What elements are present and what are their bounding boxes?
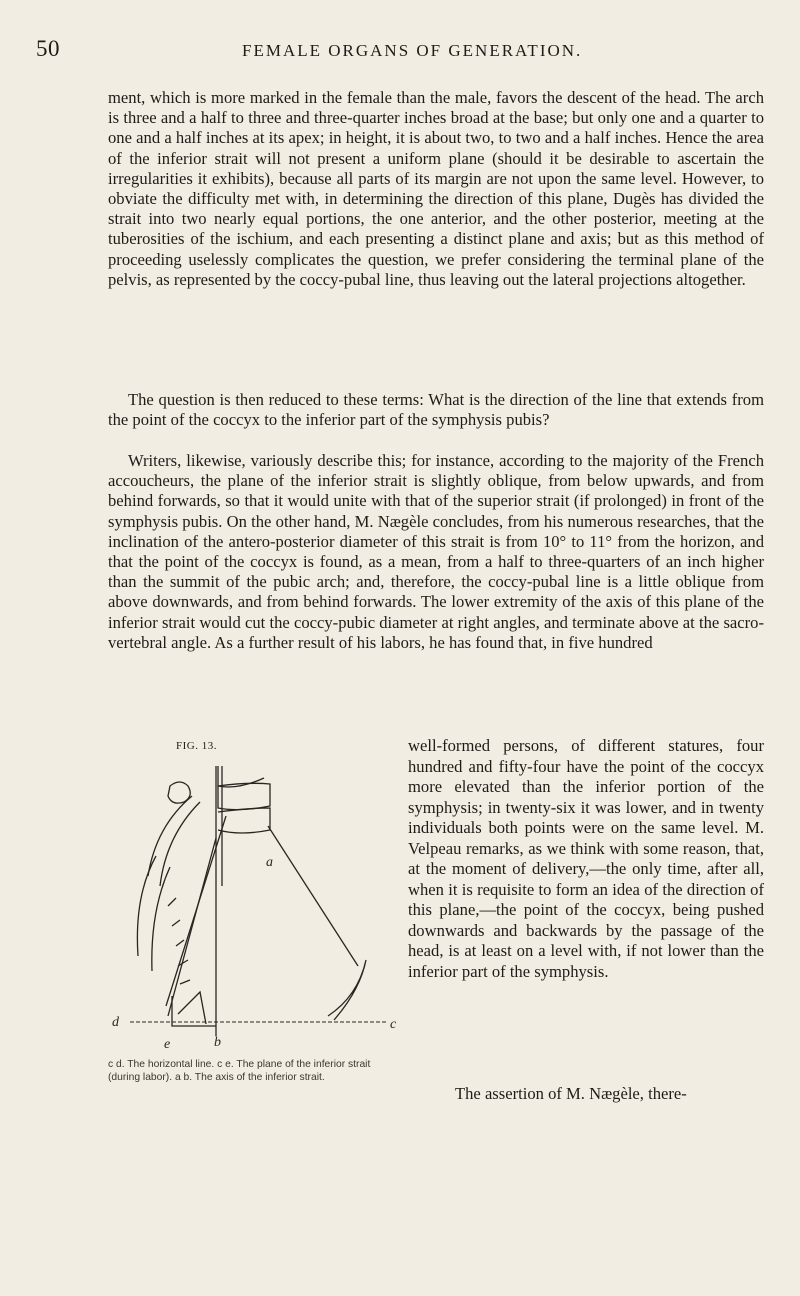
page-header [36,36,762,64]
wrapped-paragraph: well-formed persons, of different statures, four hundred and fifty-four have the point of the coccyx more elevated than the inferior portion of the symphysis; in twenty-six it was lower, and in twenty individuals both points were on the same level. M. Velpeau remarks, as we think with some reason, that, at the moment of delivery,—the only time, after all, when it is requisite to form an idea of the direction of this plane,—the point of the coccyx, being pushed downwards and backwards by the passage of the head, is at least on a level with, if not lower than the inferior part of the symphysis. [408,736,764,981]
sacrum-curve-inner [160,802,200,886]
sacrum-curve [148,796,192,876]
bottom-wedge [178,992,206,1024]
vertebra-3 [218,808,270,833]
letter-b: b [214,1035,221,1050]
letter-d: d [112,1015,119,1030]
letter-c: c [390,1017,397,1032]
page-number: 50 [36,36,60,61]
paragraph-2: The question is then reduced to these terms: What is the direction of the line that extends from the point of the coccyx to the inferior part of the symphysis pubis? [108,390,764,430]
figure-caption: c d. The horizontal line. c e. The plane of the inferior strait (during labor). a b. The axis of the inferior strait. [108,1059,371,1083]
sacrum-outline [137,856,156,956]
plane-line [168,838,216,1016]
pubic-curve [328,960,366,1020]
letter-a: a [266,855,273,870]
running-title: FEMALE ORGANS OF GENERATION. [242,41,583,60]
letter-e: e [164,1037,171,1052]
pelvis-diagram [108,756,403,1056]
last-line: The assertion of M. Nægèle, there- [455,1084,687,1103]
axis-line [166,816,226,1006]
paragraph-1: ment, which is more marked in the female than the male, favors the descent of the head. The arch is three and a half to three and three-quarter inches broad at the base; but only one and a quarter to one and a half inches at its apex; in height, it is about two, to two and a half inches. Hence the area of the inferior strait will not present a uniform plane (should it be desirable to ascertain the irregularities it exhibits), because all parts of its margin are not upon the same level. However, to obviate the difficulty met with, in determining the direction of this plane, Dugès has divided the strait into two nearly equal portions, the one anterior, and the other posterior, meeting at the tuberosities of the ischium, and each presenting a distinct plane and axis; but as this method of proceeding uselessly complicates the question, we prefer considering the terminal plane of the pelvis, as represented by the coccy-pubal line, thus leaving out the lateral projections altogether. [108,88,764,289]
figure-label: FIG. 13. [176,740,217,752]
paragraph-3: Writers, likewise, variously describe this; for instance, according to the majority of the French accoucheurs, the plane of the inferior strait is slightly oblique, from below upwards, and from behind forwards, so that it would unite with that of the superior strait (if prolonged) in front of the symphysis pubis. On the other hand, M. Nægèle concludes, from his numerous researches, that the inclination of the antero-posterior diameter of this strait is from 10° to 11° from the horizon, and that the point of the coccyx is found, as a mean, from a half to three-quarters of an inch higher than the summit of the pubic arch; and, therefore, the coccy-pubal line is a little oblique from above downwards, and from behind forwards. The lower extremity of the axis of this plane of the inferior strait would cut the coccy-pubic diameter at right angles, and terminate above at the sacro-vertebral angle. As a further result of his labors, he has found that, in five hundred [108,451,764,652]
outer-line [268,826,358,966]
figure-13 [108,740,403,1080]
